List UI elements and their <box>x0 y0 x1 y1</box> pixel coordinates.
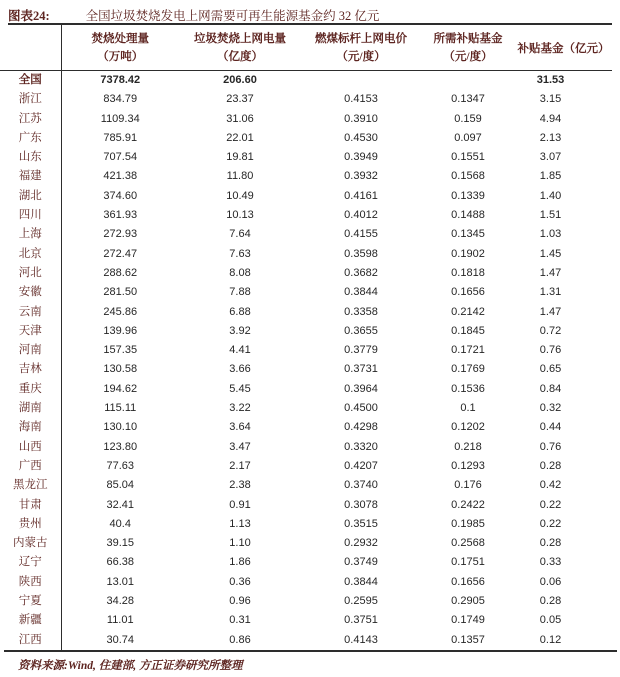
region-label: 内蒙古 <box>0 534 61 553</box>
value-cell: 288.62 <box>103 266 138 279</box>
value-cell: 0.72 <box>539 324 562 337</box>
value-cell: 3.47 <box>229 440 251 453</box>
region-label: 云南 <box>0 303 61 322</box>
region-label: 河南 <box>0 341 61 360</box>
value-cell: 0.42 <box>539 479 562 492</box>
value-cell: 0.1357 <box>451 633 485 646</box>
value-cell: 10.13 <box>226 209 254 222</box>
value-cell: 0.05 <box>539 614 562 627</box>
value-cell: 3.07 <box>539 151 562 164</box>
value-cell: 0.22 <box>539 498 562 511</box>
value-cell: 0.3910 <box>344 112 378 125</box>
value-cell: 1.85 <box>539 170 562 183</box>
value-cell: 0.1345 <box>451 228 485 241</box>
value-cell: 707.54 <box>103 151 138 164</box>
table-row <box>0 341 612 360</box>
region-label: 天津 <box>0 322 61 341</box>
value-cell: 0.32 <box>539 402 562 415</box>
value-cell: 0.2905 <box>451 595 485 608</box>
value-cell: 123.80 <box>103 440 138 453</box>
value-cell: 11.80 <box>226 170 254 183</box>
value-cell: 0.1202 <box>451 421 485 434</box>
value-cell: 39.15 <box>106 537 135 550</box>
value-cell: 1.47 <box>539 305 562 318</box>
value-cell: 361.93 <box>103 209 138 222</box>
value-cell: 7.63 <box>229 247 251 260</box>
value-cell: 0.3731 <box>344 363 378 376</box>
region-label: 新疆 <box>0 611 61 630</box>
value-cell: 4.41 <box>229 344 251 357</box>
col-header-unit: （元/度） <box>336 50 386 63</box>
value-cell: 0.12 <box>539 633 562 646</box>
value-cell: 0.4207 <box>344 459 378 472</box>
region-label: 辽宁 <box>0 553 61 572</box>
value-cell: 0.76 <box>539 344 562 357</box>
table-row <box>0 225 612 244</box>
table-row <box>0 360 612 379</box>
value-cell: 11.01 <box>106 614 134 627</box>
value-cell: 0.097 <box>454 131 482 144</box>
region-label: 宁夏 <box>0 592 61 611</box>
value-cell: 0.3949 <box>344 151 378 164</box>
value-cell <box>301 71 421 91</box>
source-note: 资料来源:Wind, 住建部, 方正证券研究所整理 <box>18 659 243 672</box>
value-cell: 0.3749 <box>344 556 378 569</box>
value-cell: 0.1293 <box>451 459 485 472</box>
value-cell: 8.08 <box>229 266 251 279</box>
region-label: 江苏 <box>0 110 61 129</box>
value-cell: 7378.42 <box>100 74 141 86</box>
region-header-cell <box>0 25 61 71</box>
value-cell: 0.4012 <box>344 209 378 222</box>
value-cell: 32.41 <box>106 498 135 511</box>
value-cell: 0.2422 <box>451 498 485 511</box>
table-row <box>0 148 612 167</box>
value-cell: 785.91 <box>103 131 138 144</box>
table-row <box>0 380 612 399</box>
value-cell: 19.81 <box>226 151 254 164</box>
value-cell: 1.47 <box>539 266 562 279</box>
value-cell: 1.86 <box>229 556 251 569</box>
value-cell: 7.88 <box>229 286 251 299</box>
value-cell: 0.4530 <box>344 131 378 144</box>
table-row <box>0 438 612 457</box>
region-label: 重庆 <box>0 380 61 399</box>
value-cell: 0.4155 <box>344 228 378 241</box>
value-cell: 2.38 <box>229 479 251 492</box>
value-cell: 0.3740 <box>344 479 378 492</box>
value-cell: 34.28 <box>106 595 135 608</box>
value-cell: 31.06 <box>226 112 254 125</box>
region-label: 安徽 <box>0 283 61 302</box>
value-cell: 66.38 <box>106 556 135 569</box>
value-cell: 0.28 <box>539 459 562 472</box>
value-cell: 0.176 <box>454 479 482 492</box>
value-cell: 0.1818 <box>451 266 485 279</box>
value-cell: 0.3515 <box>344 517 378 530</box>
bottom-rule <box>4 650 617 652</box>
value-cell: 0.1551 <box>451 151 485 164</box>
value-cell: 0.91 <box>229 498 251 511</box>
value-cell: 6.88 <box>229 305 251 318</box>
value-cell: 0.1568 <box>451 170 485 183</box>
value-cell: 3.15 <box>539 93 562 106</box>
value-cell: 0.1721 <box>451 344 485 357</box>
value-cell: 206.60 <box>223 74 257 86</box>
table-row <box>0 110 612 129</box>
value-cell: 40.4 <box>109 517 131 530</box>
value-cell: 0.86 <box>229 633 251 646</box>
value-cell: 1.31 <box>539 286 562 299</box>
value-cell: 0.44 <box>539 421 562 434</box>
table-row <box>0 515 612 534</box>
value-cell: 0.1902 <box>451 247 485 260</box>
value-cell: 0.3844 <box>344 286 378 299</box>
value-cell: 0.2568 <box>451 537 485 550</box>
col-header-name: 所需补贴基金 <box>433 32 503 45</box>
table-row <box>0 90 612 109</box>
region-label: 河北 <box>0 264 61 283</box>
col-header-name: 焚烧处理量 <box>91 32 149 45</box>
table-row <box>0 631 612 650</box>
value-cell: 0.2142 <box>451 305 485 318</box>
value-cell: 23.37 <box>226 93 254 106</box>
value-cell: 0.22 <box>539 517 562 530</box>
value-cell: 22.01 <box>226 131 254 144</box>
value-cell: 0.1749 <box>451 614 485 627</box>
value-cell: 0.1 <box>460 402 476 415</box>
value-cell: 0.4153 <box>344 93 378 106</box>
value-cell: 1109.34 <box>100 112 140 125</box>
value-cell: 157.35 <box>103 344 138 357</box>
table-row <box>0 573 612 592</box>
value-cell: 0.159 <box>454 112 482 125</box>
region-label: 贵州 <box>0 515 61 534</box>
table-row <box>0 553 612 572</box>
region-label: 湖北 <box>0 187 61 206</box>
value-cell: 0.1536 <box>451 382 485 395</box>
header-row <box>0 25 612 71</box>
table-row <box>0 457 612 476</box>
figure-label: 图表24: <box>8 9 50 23</box>
table-row <box>0 399 612 418</box>
value-cell: 3.22 <box>229 402 251 415</box>
value-cell: 0.3358 <box>344 305 378 318</box>
value-cell: 0.06 <box>539 575 562 588</box>
region-label: 广西 <box>0 457 61 476</box>
region-label: 广东 <box>0 129 61 148</box>
value-cell: 0.4298 <box>344 421 378 434</box>
value-cell: 0.76 <box>539 440 562 453</box>
value-cell: 0.36 <box>229 575 251 588</box>
region-label: 福建 <box>0 167 61 186</box>
table-row <box>0 245 612 264</box>
value-cell: 0.3682 <box>344 266 378 279</box>
value-cell: 0.3655 <box>344 324 378 337</box>
value-cell: 0.1347 <box>451 93 485 106</box>
value-cell: 0.4500 <box>344 402 378 415</box>
table-body <box>0 71 612 650</box>
region-label: 山东 <box>0 148 61 167</box>
value-cell: 0.2595 <box>344 595 378 608</box>
value-cell: 0.1751 <box>451 556 485 569</box>
table-row <box>0 534 612 553</box>
region-label: 黑龙江 <box>0 476 61 495</box>
region-label: 上海 <box>0 225 61 244</box>
value-cell: 85.04 <box>106 479 135 492</box>
figure-header <box>0 0 620 23</box>
value-cell: 374.60 <box>103 189 138 202</box>
value-cell: 0.4143 <box>344 633 378 646</box>
value-cell: 281.50 <box>103 286 138 299</box>
col-header-name: 垃圾焚烧上网电量 <box>194 32 286 45</box>
region-label: 甘肃 <box>0 496 61 515</box>
table-row <box>0 418 612 437</box>
value-cell: 0.4161 <box>344 189 378 202</box>
value-cell: 272.93 <box>103 228 138 241</box>
col-header-incineration-volume <box>61 25 179 71</box>
value-cell: 1.40 <box>539 189 562 202</box>
value-cell: 0.3078 <box>344 498 378 511</box>
value-cell: 0.3598 <box>344 247 378 260</box>
region-label: 浙江 <box>0 90 61 109</box>
value-cell: 4.94 <box>539 112 562 125</box>
region-label: 海南 <box>0 418 61 437</box>
col-header-unit: （万吨） <box>97 50 144 63</box>
data-table <box>0 25 612 650</box>
value-cell: 0.84 <box>539 382 562 395</box>
table-row <box>0 206 612 225</box>
col-header-coal-benchmark-price <box>301 25 421 71</box>
col-header-unit: （元/度） <box>443 50 493 63</box>
table-row <box>0 187 612 206</box>
value-cell: 2.17 <box>229 459 251 472</box>
table-row <box>0 264 612 283</box>
table-row <box>0 303 612 322</box>
value-cell: 272.47 <box>103 247 138 260</box>
value-cell: 245.86 <box>103 305 138 318</box>
value-cell: 0.31 <box>229 614 251 627</box>
value-cell: 3.66 <box>229 363 251 376</box>
value-cell: 0.33 <box>539 556 562 569</box>
value-cell: 77.63 <box>106 459 135 472</box>
value-cell: 0.1769 <box>451 363 485 376</box>
value-cell: 0.2932 <box>344 537 378 550</box>
value-cell: 0.3320 <box>344 440 378 453</box>
region-label: 湖南 <box>0 399 61 418</box>
col-header-subsidy-fund <box>515 25 612 71</box>
region-label: 全国 <box>0 71 61 91</box>
table-row <box>0 167 612 186</box>
region-label: 山西 <box>0 438 61 457</box>
value-cell: 30.74 <box>106 633 135 646</box>
value-cell: 0.1656 <box>451 286 485 299</box>
value-cell: 5.45 <box>229 382 251 395</box>
value-cell: 194.62 <box>103 382 138 395</box>
value-cell: 1.13 <box>229 517 251 530</box>
value-cell: 0.3844 <box>344 575 378 588</box>
value-cell: 31.53 <box>536 74 565 86</box>
value-cell: 130.10 <box>103 421 138 434</box>
value-cell: 13.01 <box>106 575 135 588</box>
col-header-unit: （亿度） <box>217 50 263 63</box>
col-header-name: 补贴基金（亿元） <box>517 42 610 55</box>
value-cell: 7.64 <box>229 228 251 241</box>
value-cell: 0.96 <box>229 595 251 608</box>
table-head <box>0 25 612 71</box>
value-cell: 1.10 <box>229 537 251 550</box>
value-cell: 3.64 <box>229 421 251 434</box>
region-label: 江西 <box>0 631 61 650</box>
col-header-name: 燃煤标杆上网电价 <box>315 32 407 45</box>
region-label: 陕西 <box>0 573 61 592</box>
value-cell: 0.1985 <box>451 517 485 530</box>
value-cell: 0.1339 <box>451 189 485 202</box>
value-cell: 139.96 <box>103 324 138 337</box>
value-cell: 0.3964 <box>344 382 378 395</box>
value-cell: 0.28 <box>539 537 562 550</box>
value-cell: 0.1656 <box>451 575 485 588</box>
value-cell: 0.3932 <box>344 170 378 183</box>
region-label: 北京 <box>0 245 61 264</box>
value-cell: 130.58 <box>103 363 138 376</box>
value-cell: 1.03 <box>539 228 562 241</box>
value-cell: 10.49 <box>226 189 254 202</box>
table-row <box>0 496 612 515</box>
table-row <box>0 476 612 495</box>
value-cell: 0.3751 <box>344 614 378 627</box>
value-cell: 115.11 <box>104 402 137 415</box>
table-row <box>0 129 612 148</box>
value-cell: 1.51 <box>539 209 562 222</box>
value-cell <box>421 71 515 91</box>
region-label: 吉林 <box>0 360 61 379</box>
value-cell: 421.38 <box>103 170 138 183</box>
value-cell: 834.79 <box>103 93 138 106</box>
figure-title: 全国垃圾焚烧发电上网需要可再生能源基金约 32 亿元 <box>85 9 380 23</box>
table-row <box>0 71 612 91</box>
value-cell: 0.218 <box>454 440 482 453</box>
table-row <box>0 592 612 611</box>
table-row <box>0 611 612 630</box>
value-cell: 1.45 <box>539 247 562 260</box>
region-label: 四川 <box>0 206 61 225</box>
col-header-required-subsidy <box>421 25 515 71</box>
value-cell: 0.1488 <box>451 209 485 222</box>
table-row <box>0 283 612 302</box>
value-cell: 0.65 <box>539 363 562 376</box>
value-cell: 2.13 <box>539 131 562 144</box>
table-row <box>0 322 612 341</box>
value-cell: 0.28 <box>539 595 562 608</box>
value-cell: 0.1845 <box>451 324 485 337</box>
value-cell: 0.3779 <box>344 344 378 357</box>
col-header-grid-electricity <box>179 25 301 71</box>
value-cell: 3.92 <box>229 324 251 337</box>
